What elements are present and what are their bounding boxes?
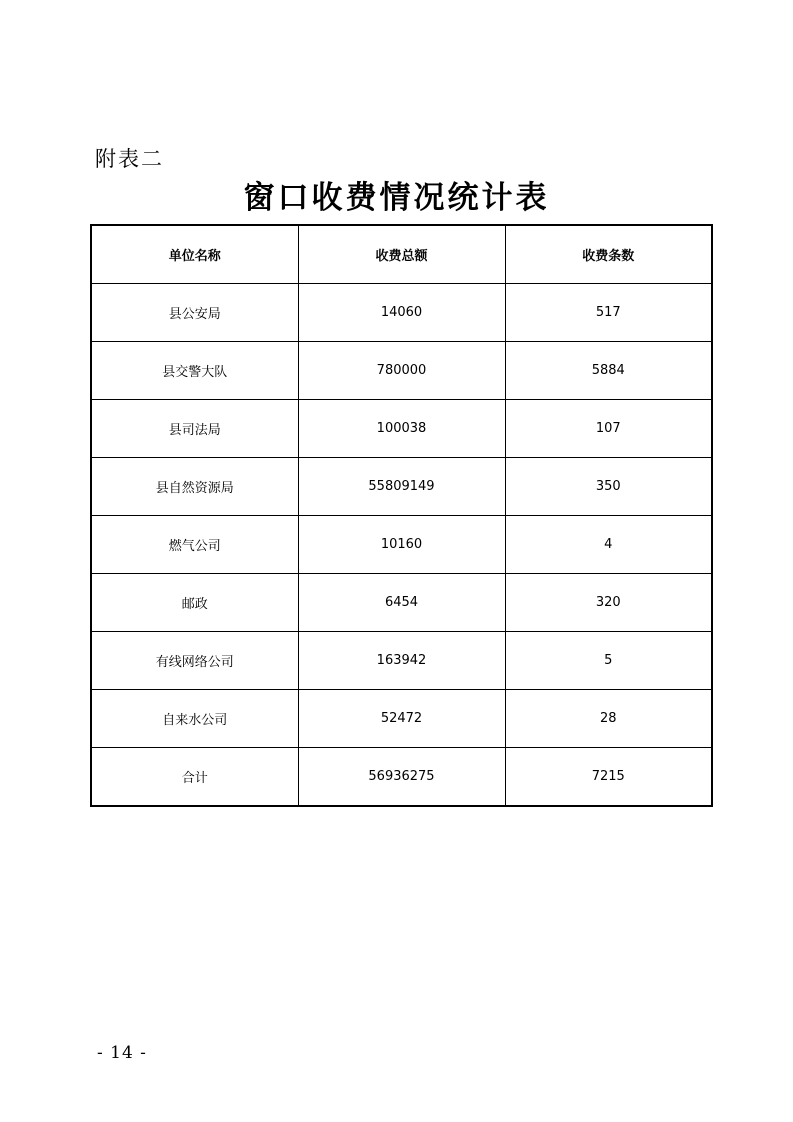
total-label-cell: 合计 bbox=[91, 748, 298, 807]
fee-count-cell: 517 bbox=[505, 284, 712, 342]
table-row bbox=[91, 342, 712, 400]
fee-count-cell: 28 bbox=[505, 690, 712, 748]
table-row bbox=[91, 458, 712, 516]
table-row bbox=[91, 574, 712, 632]
fee-total-cell: 100038 bbox=[298, 400, 505, 458]
column-header-fee-total: 收费总额 bbox=[298, 225, 505, 284]
column-header-unit-name: 单位名称 bbox=[91, 225, 298, 284]
table-row bbox=[91, 690, 712, 748]
total-fee-cell: 56936275 bbox=[298, 748, 505, 807]
fee-count-cell: 107 bbox=[505, 400, 712, 458]
fee-total-cell: 14060 bbox=[298, 284, 505, 342]
total-row bbox=[91, 748, 712, 807]
fee-count-cell: 350 bbox=[505, 458, 712, 516]
fee-total-cell: 52472 bbox=[298, 690, 505, 748]
unit-name-cell: 邮政 bbox=[91, 574, 298, 632]
page-number: - 14 - bbox=[97, 1043, 147, 1063]
document-title: 窗口收费情况统计表 bbox=[243, 180, 550, 216]
fee-total-cell: 55809149 bbox=[298, 458, 505, 516]
fee-count-cell: 4 bbox=[505, 516, 712, 574]
unit-name-cell: 县交警大队 bbox=[91, 342, 298, 400]
fee-statistics-table bbox=[90, 224, 713, 807]
unit-name-cell: 燃气公司 bbox=[91, 516, 298, 574]
fee-total-cell: 10160 bbox=[298, 516, 505, 574]
table-row bbox=[91, 284, 712, 342]
table-row bbox=[91, 400, 712, 458]
total-count-cell: 7215 bbox=[505, 748, 712, 807]
unit-name-cell: 有线网络公司 bbox=[91, 632, 298, 690]
unit-name-cell: 县公安局 bbox=[91, 284, 298, 342]
appendix-label: 附表二 bbox=[95, 147, 164, 171]
unit-name-cell: 自来水公司 bbox=[91, 690, 298, 748]
table-row bbox=[91, 516, 712, 574]
fee-total-cell: 780000 bbox=[298, 342, 505, 400]
fee-total-cell: 6454 bbox=[298, 574, 505, 632]
table-row bbox=[91, 632, 712, 690]
fee-count-cell: 5 bbox=[505, 632, 712, 690]
fee-count-cell: 320 bbox=[505, 574, 712, 632]
column-header-fee-count: 收费条数 bbox=[505, 225, 712, 284]
table-header-row bbox=[91, 225, 712, 284]
unit-name-cell: 县自然资源局 bbox=[91, 458, 298, 516]
fee-total-cell: 163942 bbox=[298, 632, 505, 690]
fee-count-cell: 5884 bbox=[505, 342, 712, 400]
unit-name-cell: 县司法局 bbox=[91, 400, 298, 458]
